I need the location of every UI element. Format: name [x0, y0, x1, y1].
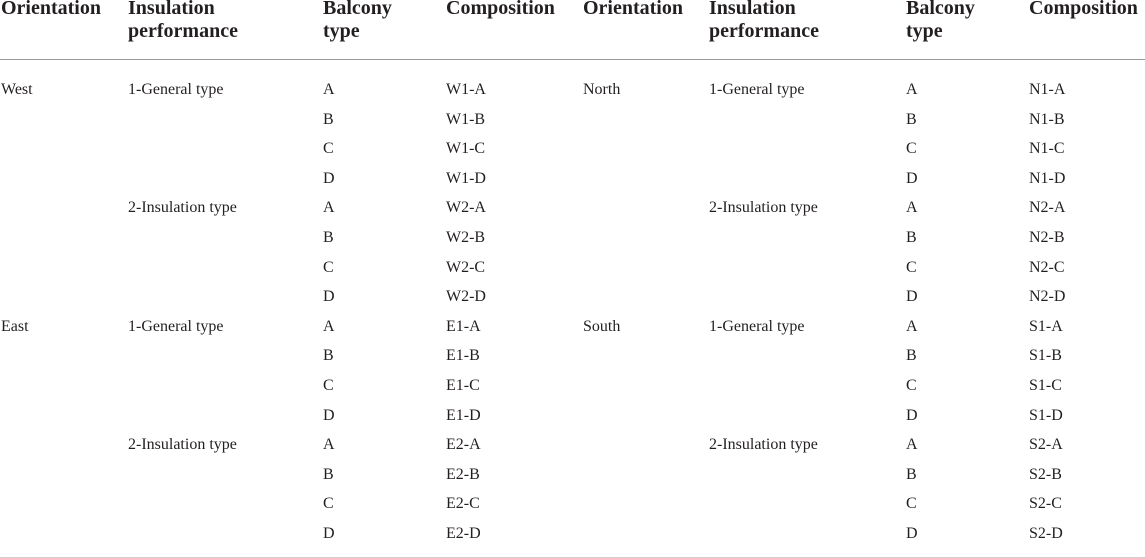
cell-composition-left: W2-A [446, 199, 486, 217]
header-composition-left: Composition [446, 0, 555, 19]
cell-balcony-left: D [323, 406, 335, 424]
cell-composition-left: E2-B [446, 465, 480, 483]
cell-balcony-left: D [323, 288, 335, 306]
table-row [0, 436, 1145, 466]
cell-composition-right: N2-B [1029, 229, 1065, 246]
cell-orientation-left: West [1, 81, 33, 98]
cell-balcony-left: B [323, 347, 334, 365]
cell-balcony-right: B [906, 465, 917, 483]
table-row [0, 81, 1145, 111]
cell-balcony-right: D [906, 288, 918, 306]
cell-balcony-left: A [323, 317, 335, 335]
cell-balcony-right: A [906, 317, 918, 335]
cell-balcony-right: C [906, 140, 917, 158]
header-balcony-type-right: Balcony type [906, 0, 975, 42]
cell-balcony-left: B [323, 465, 334, 483]
table-row [0, 199, 1145, 229]
table-row [0, 347, 1145, 377]
cell-composition-left: W1-B [446, 110, 486, 128]
cell-insulation-right: 1-General type [709, 317, 805, 335]
cell-orientation-left: East [1, 317, 29, 335]
cell-balcony-right: C [906, 258, 917, 276]
cell-orientation-right: South [583, 317, 621, 335]
table-row [0, 466, 1145, 496]
cell-insulation-right: 2-Insulation type [709, 436, 818, 454]
cell-balcony-right: B [906, 229, 917, 246]
table-row [0, 525, 1145, 555]
cell-composition-left: W2-C [446, 258, 486, 276]
table-row [0, 140, 1145, 170]
header-orientation-right: Orientation [583, 0, 683, 19]
cell-composition-right: S1-A [1029, 317, 1063, 335]
cell-composition-left: E1-D [446, 406, 481, 424]
cell-insulation-left: 2-Insulation type [128, 436, 237, 454]
cell-balcony-right: A [906, 436, 918, 454]
cell-composition-right: N2-D [1029, 288, 1066, 306]
cell-composition-left: E1-C [446, 377, 480, 394]
cell-balcony-right: B [906, 110, 917, 128]
cell-composition-left: W2-D [446, 288, 486, 306]
cell-composition-left: E1-B [446, 347, 480, 365]
cell-balcony-right: A [906, 199, 918, 217]
cell-composition-right: N1-A [1029, 81, 1066, 98]
table-row [0, 229, 1145, 259]
table-row [0, 111, 1145, 141]
header-insulation-performance-left: Insulation performance [128, 0, 238, 42]
cell-balcony-right: D [906, 406, 918, 424]
table-header [0, 0, 1145, 60]
cell-composition-right: S1-C [1029, 377, 1062, 394]
cell-insulation-right: 2-Insulation type [709, 199, 818, 217]
cell-composition-right: N1-B [1029, 110, 1065, 128]
table-row [0, 495, 1145, 525]
cell-composition-right: S2-B [1029, 465, 1062, 483]
cell-composition-left: E2-A [446, 436, 481, 454]
cell-balcony-left: A [323, 81, 335, 98]
cell-composition-left: E2-C [446, 495, 480, 513]
table-row [0, 407, 1145, 437]
cell-insulation-left: 1-General type [128, 81, 224, 98]
cell-composition-left: W1-D [446, 169, 486, 187]
cell-balcony-right: D [906, 525, 918, 542]
cell-composition-left: E2-D [446, 525, 481, 542]
table-body [0, 60, 1145, 558]
cell-balcony-left: D [323, 169, 335, 187]
cell-composition-left: E1-A [446, 317, 481, 335]
cell-composition-left: W1-A [446, 81, 486, 98]
cell-balcony-left: D [323, 525, 335, 542]
table-row [0, 377, 1145, 407]
cell-composition-right: S1-D [1029, 406, 1063, 424]
cell-balcony-left: C [323, 495, 334, 513]
cell-composition-right: N1-D [1029, 169, 1066, 187]
cell-composition-right: S2-A [1029, 436, 1063, 454]
header-orientation-left: Orientation [1, 0, 101, 19]
cell-balcony-left: B [323, 110, 334, 128]
cell-balcony-left: C [323, 258, 334, 276]
cell-balcony-right: A [906, 81, 918, 98]
cell-composition-right: N2-A [1029, 199, 1066, 217]
cell-balcony-right: D [906, 169, 918, 187]
cell-composition-left: W1-C [446, 140, 486, 158]
cell-composition-right: N1-C [1029, 140, 1065, 158]
cell-composition-right: S1-B [1029, 347, 1062, 365]
cell-balcony-right: C [906, 377, 917, 394]
cell-balcony-left: C [323, 140, 334, 158]
header-insulation-performance-right: Insulation performance [709, 0, 819, 42]
header-balcony-type-left: Balcony type [323, 0, 392, 42]
cell-orientation-right: North [583, 81, 621, 98]
cell-insulation-right: 1-General type [709, 81, 805, 98]
cell-insulation-left: 1-General type [128, 317, 224, 335]
cell-balcony-left: B [323, 229, 334, 246]
cell-balcony-left: A [323, 199, 335, 217]
table-row [0, 259, 1145, 289]
cell-composition-right: S2-C [1029, 495, 1062, 513]
cell-balcony-right: C [906, 495, 917, 513]
table-row [0, 318, 1145, 348]
cell-balcony-right: B [906, 347, 917, 365]
cell-composition-right: N2-C [1029, 258, 1065, 276]
cell-composition-right: S2-D [1029, 525, 1063, 542]
cell-insulation-left: 2-Insulation type [128, 199, 237, 217]
header-composition-right: Composition [1029, 0, 1138, 19]
table-row [0, 170, 1145, 200]
cell-balcony-left: A [323, 436, 335, 454]
cell-balcony-left: C [323, 377, 334, 394]
cell-composition-left: W2-B [446, 229, 486, 246]
table-row [0, 288, 1145, 318]
